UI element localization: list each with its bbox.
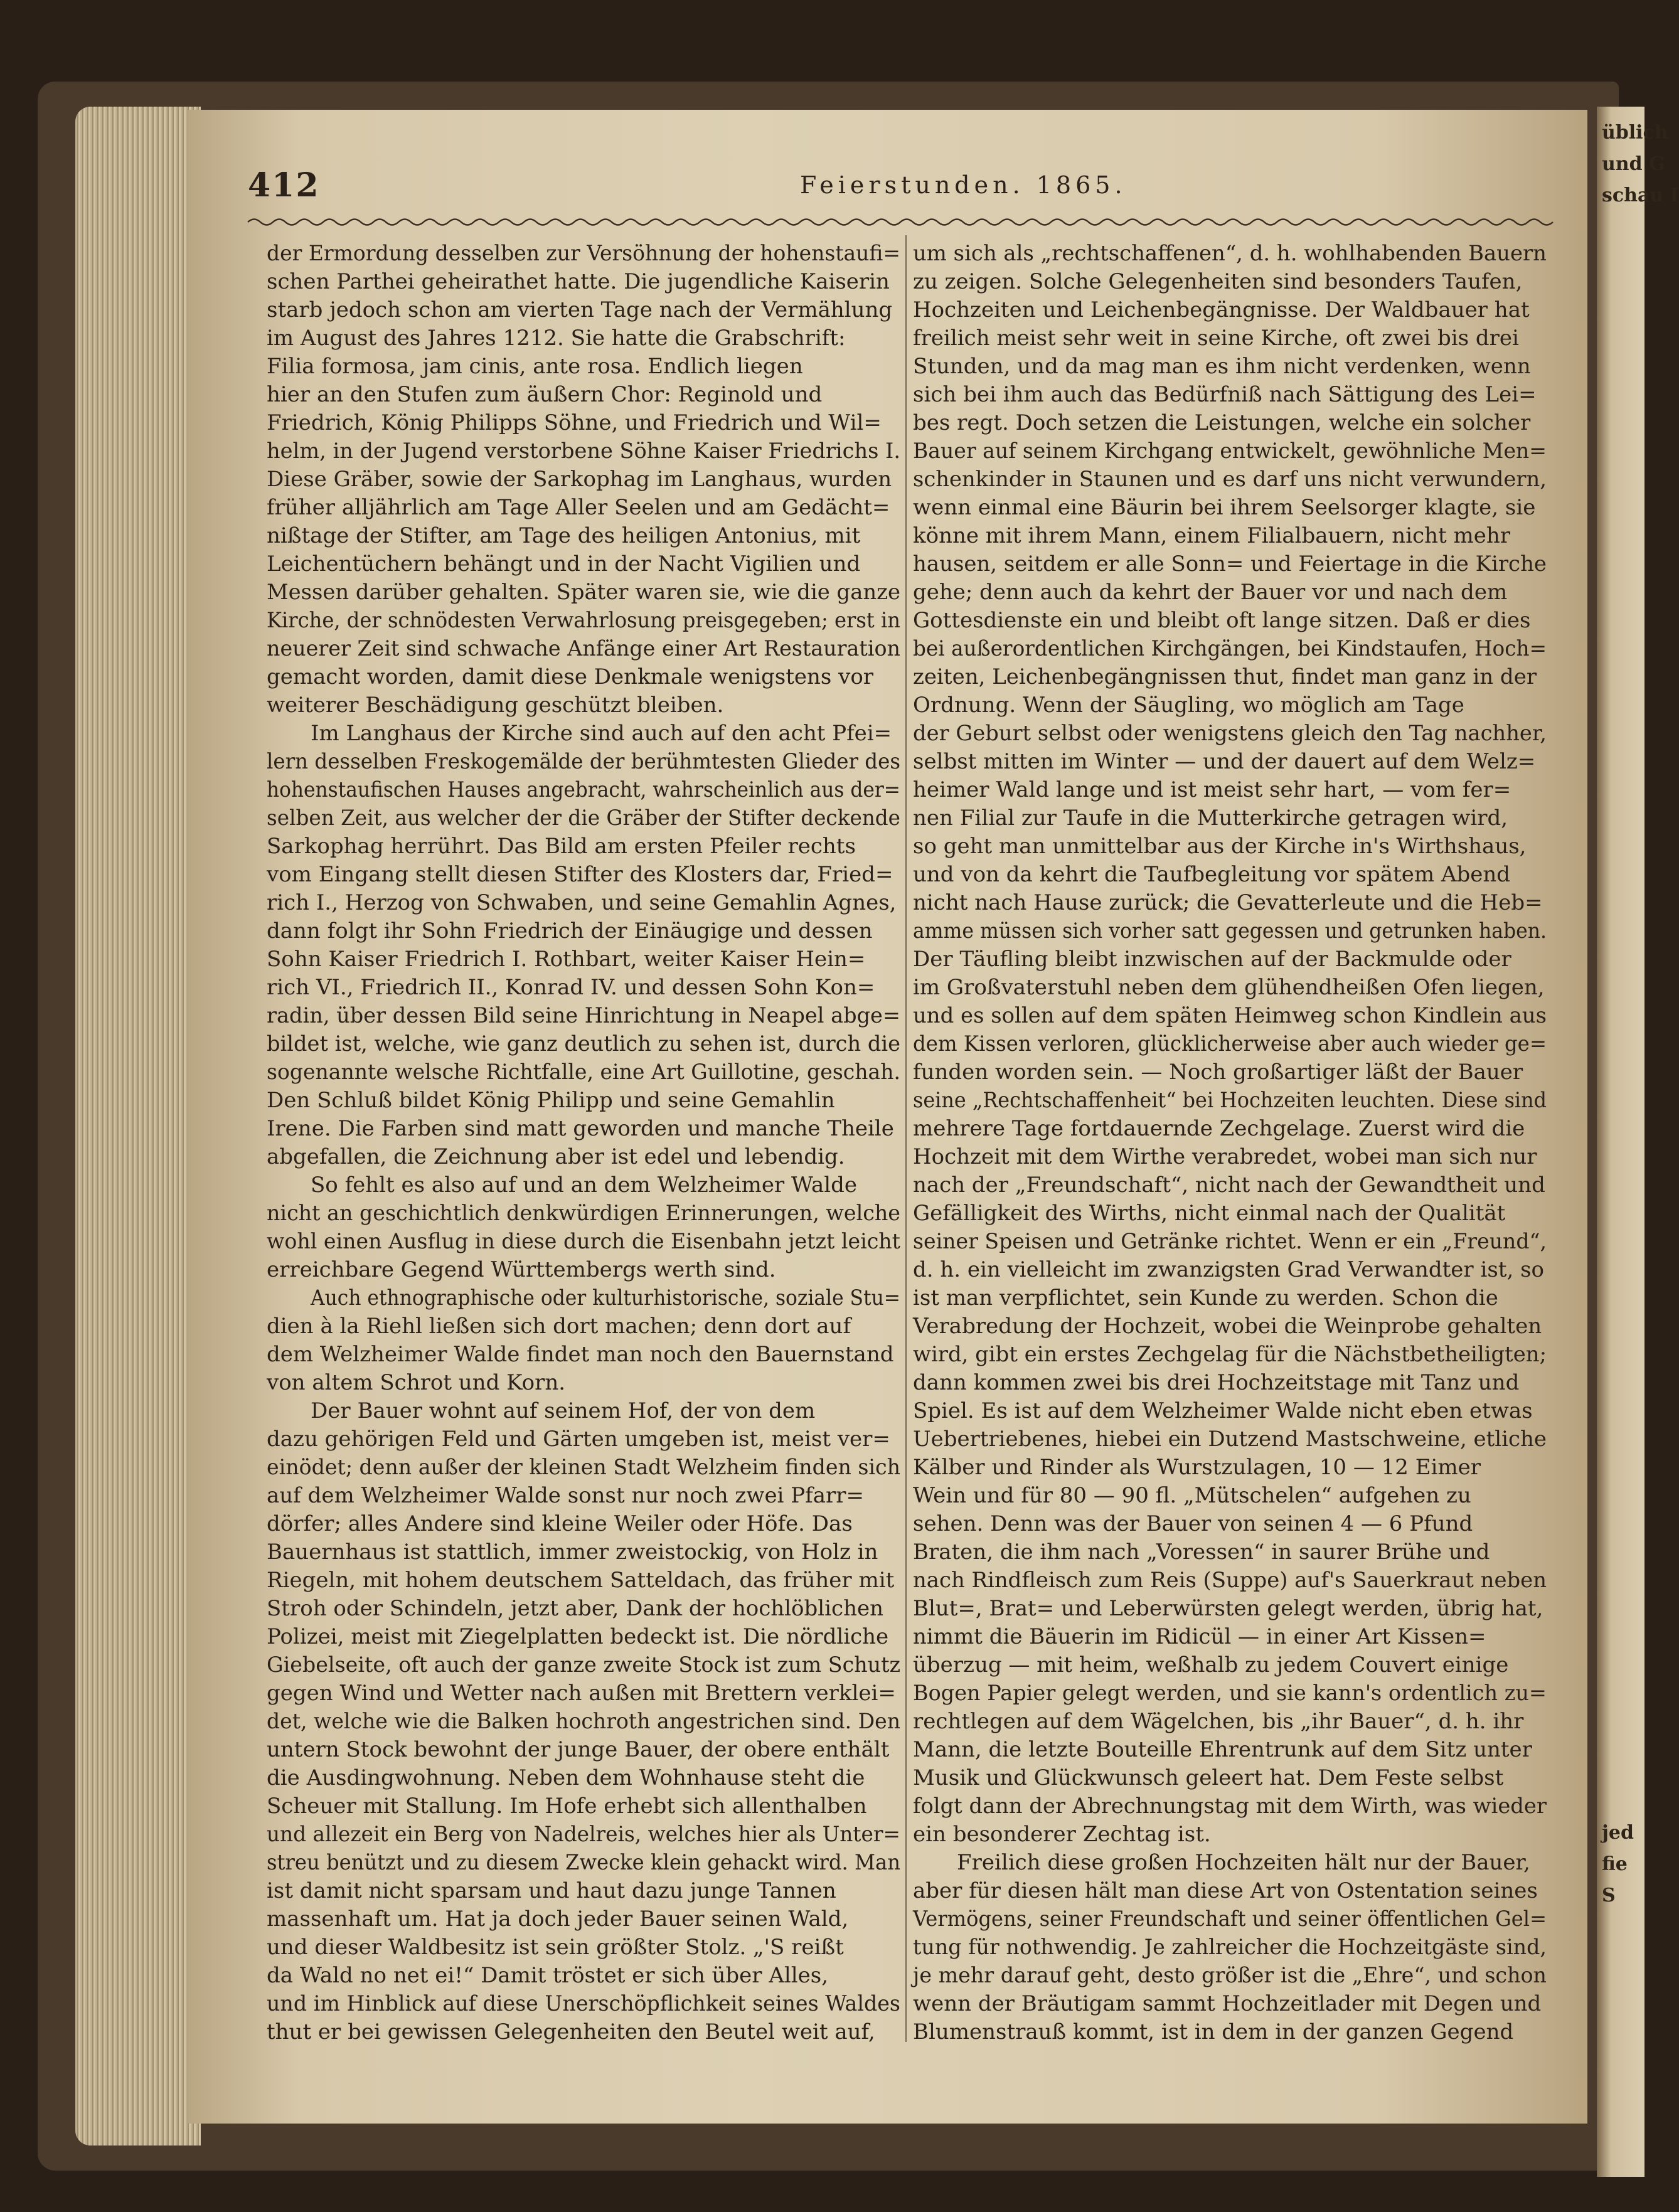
- right-column-line: hausen, seitdem er alle Sonn= und Feiertage in die Kirche: [913, 551, 1547, 577]
- left-column-line: abgefallen, die Zeichnung aber ist edel und lebendig.: [267, 1144, 845, 1169]
- left-column-line: wohl einen Ausflug in diese durch die Eisenbahn jetzt leicht: [267, 1229, 900, 1254]
- left-column-line: auf dem Welzheimer Walde sonst nur noch zwei Pfarr=: [267, 1483, 864, 1508]
- right-column-line: dem Kissen verloren, glücklicherweise aber auch wieder ge=: [913, 1031, 1547, 1056]
- left-column-line: dazu gehörigen Feld und Gärten umgeben ist, meist ver=: [267, 1427, 890, 1452]
- right-column-line: folgt dann der Abrechnungstag mit dem Wirth, was wieder: [913, 1794, 1547, 1819]
- right-column-line: Blumenstrauß kommt, ist in dem in der ganzen Gegend: [913, 2019, 1514, 2045]
- left-text-column: [267, 240, 900, 2046]
- left-column-line: Friedrich, König Philipps Söhne, und Friedrich und Wil=: [267, 410, 882, 435]
- right-column-line: zu zeigen. Solche Gelegenheiten sind besonders Taufen,: [913, 269, 1523, 294]
- right-column-line: d. h. ein vielleicht im zwanzigsten Grad Verwandter ist, so: [913, 1257, 1545, 1282]
- page-number: 412: [248, 166, 320, 205]
- running-title: Feierstunden. 1865.: [800, 171, 1127, 199]
- right-column-line: Hochzeiten und Leichenbegängnisse. Der Waldbauer hat: [913, 297, 1530, 322]
- left-column-line: erreichbare Gegend Württembergs werth sind.: [267, 1257, 776, 1282]
- right-column-line: Gottesdienste ein und bleibt oft lange sitzen. Daß er dies: [913, 608, 1531, 633]
- left-column-line: hohenstaufischen Hauses angebracht, wahrscheinlich aus der=: [267, 777, 900, 802]
- left-column-line: det, welche wie die Balken hochroth angestrichen sind. Den: [267, 1709, 900, 1734]
- left-column-line: Der Bauer wohnt auf seinem Hof, der von dem: [311, 1398, 816, 1423]
- right-text-column: [913, 240, 1547, 2046]
- left-column-line: dörfer; alles Andere sind kleine Weiler oder Höfe. Das: [267, 1511, 853, 1536]
- right-column-line: Musik und Glückwunsch geleert hat. Dem Feste selbst: [913, 1765, 1504, 1790]
- right-column-line: zeiten, Leichenbegängnissen thut, findet man ganz in der: [913, 664, 1537, 689]
- right-column-line: tung für nothwendig. Je zahlreicher die Hochzeitgäste sind,: [913, 1935, 1547, 1960]
- right-column-line: Bauer auf seinem Kirchgang entwickelt, gewöhnliche Men=: [913, 439, 1547, 464]
- right-page-snippet: fie: [1602, 1853, 1628, 1875]
- wavy-rule: [248, 216, 1553, 228]
- right-column-line: im Großvaterstuhl neben dem glühendheißen Ofen liegen,: [913, 975, 1545, 1000]
- left-column-line: Kirche, der schnödesten Verwahrlosung preisgegeben; erst in: [267, 608, 900, 633]
- right-column-line: der Geburt selbst oder wenigstens gleich den Tag nachher,: [913, 721, 1547, 746]
- right-page-snippet: S: [1602, 1885, 1616, 1906]
- right-column-line: amme müssen sich vorher satt gegessen und getrunken haben.: [913, 918, 1547, 944]
- right-column-line: Uebertriebenes, hiebei ein Dutzend Mastschweine, etliche: [913, 1427, 1547, 1452]
- column-divider: [905, 235, 907, 2042]
- right-column-line: Mann, die letzte Bouteille Ehrentrunk auf dem Sitz unter: [913, 1737, 1532, 1762]
- right-column-line: wird, gibt ein erstes Zechgelag für die Nächstbetheiligten;: [913, 1342, 1547, 1367]
- left-column-line: So fehlt es also auf und an dem Welzheimer Walde: [311, 1172, 858, 1198]
- right-column-line: nen Filial zur Taufe in die Mutterkirche getragen wird,: [913, 806, 1508, 831]
- right-column-line: und es sollen auf dem späten Heimweg schon Kindlein aus: [913, 1003, 1547, 1028]
- right-column-line: Der Täufling bleibt inzwischen auf der Backmulde oder: [913, 947, 1511, 972]
- right-column-line: sich bei ihm auch das Bedürfniß nach Sättigung des Lei=: [913, 382, 1537, 407]
- right-column-line: heimer Wald lange und ist meist sehr hart, — vom fer=: [913, 777, 1511, 802]
- right-column-line: aber für diesen hält man diese Art von Ostentation seines: [913, 1878, 1538, 1903]
- right-column-line: ein besonderer Zechtag ist.: [913, 1822, 1211, 1847]
- left-column-line: vom Eingang stellt diesen Stifter des Klosters dar, Fried=: [267, 862, 893, 887]
- right-column-line: mehrere Tage fortdauernde Zechgelage. Zuerst wird die: [913, 1116, 1525, 1141]
- right-page-snippet: üblich: [1602, 122, 1668, 144]
- left-column-line: dem Welzheimer Walde findet man noch den Bauernstand: [267, 1342, 894, 1367]
- right-column-line: gehe; denn auch da kehrt der Bauer vor und nach dem: [913, 580, 1508, 605]
- right-column-line: bes regt. Doch setzen die Leistungen, welche ein solcher: [913, 410, 1531, 435]
- left-column-line: der Ermordung desselben zur Versöhnung der hohenstaufi=: [267, 241, 900, 266]
- left-column-line: dann folgt ihr Sohn Friedrich der Einäugige und dessen: [267, 918, 873, 944]
- left-column-line: Messen darüber gehalten. Später waren sie, wie die ganze: [267, 580, 900, 605]
- left-column-line: und allezeit ein Berg von Nadelreis, welches hier als Unter=: [267, 1822, 900, 1847]
- left-column-line: Leichentüchern behängt und in der Nacht Vigilien und: [267, 551, 861, 577]
- left-column-line: gemacht worden, damit diese Denkmale wenigstens vor: [267, 664, 874, 689]
- right-column-line: nach Rindfleisch zum Reis (Suppe) auf's Sauerkraut neben: [913, 1568, 1547, 1593]
- left-column-line: thut er bei gewissen Gelegenheiten den Beutel weit auf,: [267, 2019, 875, 2045]
- right-column-line: nicht nach Hause zurück; die Gevatterleute und die Heb=: [913, 890, 1543, 915]
- left-column-line: Stroh oder Schindeln, jetzt aber, Dank der hochlöblichen: [267, 1596, 883, 1621]
- right-column-line: schenkinder in Staunen und es darf uns nicht verwundern,: [913, 467, 1547, 492]
- right-column-line: Vermögens, seiner Freundschaft und seiner öffentlichen Gel=: [913, 1906, 1547, 1932]
- right-column-line: und von da kehrt die Taufbegleitung vor spätem Abend: [913, 862, 1510, 887]
- left-column-line: untern Stock bewohnt der junge Bauer, der obere enthält: [267, 1737, 890, 1762]
- right-column-line: Wein und für 80 — 90 fl. „Mütschelen“ aufgehen zu: [913, 1483, 1471, 1508]
- right-column-line: Blut=, Brat= und Leberwürsten gelegt werden, übrig hat,: [913, 1596, 1543, 1621]
- left-column-line: weiterer Beschädigung geschützt bleiben.: [267, 693, 724, 718]
- right-column-line: Verabredung der Hochzeit, wobei die Weinprobe gehalten: [913, 1314, 1542, 1339]
- right-page-snippet: jed: [1602, 1822, 1634, 1844]
- right-column-line: wenn der Bräutigam sammt Hochzeitlader mit Degen und: [913, 1991, 1542, 2016]
- left-column-line: rich VI., Friedrich II., Konrad IV. und dessen Sohn Kon=: [267, 975, 875, 1000]
- right-column-line: dann kommen zwei bis drei Hochzeitstage mit Tanz und: [913, 1370, 1520, 1395]
- right-column-line: Ordnung. Wenn der Säugling, wo möglich am Tage: [913, 693, 1464, 718]
- left-column-line: nißtage der Stifter, am Tage des heiligen Antonius, mit: [267, 523, 861, 548]
- right-column-line: selbst mitten im Winter — und der dauert auf dem Welz=: [913, 749, 1536, 774]
- page-header: [248, 166, 1553, 210]
- left-column-line: Diese Gräber, sowie der Sarkophag im Langhaus, wurden: [267, 467, 892, 492]
- right-column-line: sehen. Denn was der Bauer von seinen 4 — 6 Pfund: [913, 1511, 1473, 1536]
- right-column-line: Braten, die ihm nach „Voressen“ in saurer Brühe und: [913, 1539, 1490, 1565]
- right-page-snippet: schau I: [1602, 184, 1679, 206]
- left-column-line: helm, in der Jugend verstorbene Söhne Kaiser Friedrichs I.: [267, 439, 900, 464]
- right-column-line: ist man verpflichtet, sein Kunde zu werden. Schon die: [913, 1285, 1498, 1311]
- left-column-line: dien à la Riehl ließen sich dort machen; denn dort auf: [267, 1314, 851, 1339]
- left-column-line: einödet; denn außer der kleinen Stadt Welzheim finden sich: [267, 1455, 900, 1480]
- left-column-line: die Ausdingwohnung. Neben dem Wohnhause steht die: [267, 1765, 865, 1790]
- left-column-line: da Wald no net ei!“ Damit tröstet er sich über Alles,: [267, 1963, 829, 1988]
- right-page-edge: [1597, 107, 1679, 2177]
- left-column-line: bildet ist, welche, wie ganz deutlich zu sehen ist, durch die: [267, 1031, 900, 1056]
- left-column-line: Sohn Kaiser Friedrich I. Rothbart, weiter Kaiser Hein=: [267, 947, 866, 972]
- left-column-line: streu benützt und zu diesem Zwecke klein gehackt wird. Man: [267, 1850, 900, 1875]
- left-column-line: Scheuer mit Stallung. Im Hofe erhebt sich allenthalben: [267, 1794, 867, 1819]
- left-column-line: lern desselben Freskogemälde der berühmtesten Glieder des: [267, 749, 900, 774]
- right-column-line: Spiel. Es ist auf dem Welzheimer Walde nicht eben etwas: [913, 1398, 1533, 1423]
- left-column-line: selben Zeit, aus welcher der die Gräber der Stifter deckende: [267, 806, 900, 831]
- right-column-line: nach der „Freundschaft“, nicht nach der Gewandtheit und: [913, 1172, 1545, 1198]
- right-column-line: überzug — mit heim, weßhalb zu jedem Couvert einige: [913, 1652, 1509, 1678]
- left-column-line: Polizei, meist mit Ziegelplatten bedeckt ist. Die nördliche: [267, 1624, 889, 1649]
- right-page-snippet: und G: [1602, 153, 1665, 175]
- right-column-line: Gefälligkeit des Wirths, nicht einmal nach der Qualität: [913, 1201, 1506, 1226]
- left-column-line: und dieser Waldbesitz ist sein größter Stolz. „'S reißt: [267, 1935, 844, 1960]
- right-column-line: funden worden sein. — Noch großartiger läßt der Bauer: [913, 1060, 1523, 1085]
- right-column-line: wenn einmal eine Bäurin bei ihrem Seelsorger klagte, sie: [913, 495, 1536, 520]
- left-column-line: hier an den Stufen zum äußern Chor: Reginold und: [267, 382, 823, 407]
- right-column-line: Stunden, und da mag man es ihm nicht verdenken, wenn: [913, 354, 1531, 379]
- left-column-line: Giebelseite, oft auch der ganze zweite Stock ist zum Schutz: [267, 1652, 900, 1678]
- right-column-line: könne mit ihrem Mann, einem Filialbauern, nicht mehr: [913, 523, 1510, 548]
- left-column-line: neuerer Zeit sind schwache Anfänge einer Art Restauration: [267, 636, 900, 661]
- left-column-line: radin, über dessen Bild seine Hinrichtung in Neapel abge=: [267, 1003, 900, 1028]
- left-column-line: Filia formosa, jam cinis, ante rosa. Endlich liegen: [267, 354, 803, 379]
- right-column-line: Kälber und Rinder als Wurstzulagen, 10 — 12 Eimer: [913, 1455, 1481, 1480]
- right-column-line: freilich meist sehr weit in seine Kirche, oft zwei bis drei: [913, 326, 1519, 351]
- right-column-line: bei außerordentlichen Kirchgängen, bei Kindstaufen, Hoch=: [913, 636, 1547, 661]
- right-column-line: um sich als „rechtschaffenen“, d. h. wohlhabenden Bauern: [913, 241, 1547, 266]
- right-column-line: seine „Rechtschaffenheit“ bei Hochzeiten leuchten. Diese sind: [913, 1088, 1547, 1113]
- left-column-line: sogenannte welsche Richtfalle, eine Art Guillotine, geschah.: [267, 1060, 900, 1085]
- right-column-line: rechtlegen auf dem Wägelchen, bis „ihr Bauer“, d. h. ihr: [913, 1709, 1524, 1734]
- right-column-line: Freilich diese großen Hochzeiten hält nur der Bauer,: [957, 1850, 1530, 1875]
- left-column-line: Den Schluß bildet König Philipp und seine Gemahlin: [267, 1088, 835, 1113]
- left-column-line: Auch ethnographische oder kulturhistorische, soziale Stu=: [311, 1285, 900, 1311]
- right-column-line: nimmt die Bäuerin im Ridicül — in einer Art Kissen=: [913, 1624, 1486, 1649]
- page-edges: [75, 107, 201, 2146]
- right-column-line: Bogen Papier gelegt werden, und sie kann's ordentlich zu=: [913, 1681, 1547, 1706]
- right-column-line: seiner Speisen und Getränke richtet. Wenn er ein „Freund“,: [913, 1229, 1547, 1254]
- left-column-line: ist damit nicht sparsam und haut dazu junge Tannen: [267, 1878, 836, 1903]
- left-column-line: Irene. Die Farben sind matt geworden und manche Theile: [267, 1116, 894, 1141]
- left-column-line: Im Langhaus der Kirche sind auch auf den acht Pfei=: [311, 721, 892, 746]
- left-column-line: massenhaft um. Hat ja doch jeder Bauer seinen Wald,: [267, 1906, 849, 1932]
- left-column-line: schen Parthei geheirathet hatte. Die jugendliche Kaiserin: [267, 269, 890, 294]
- right-column-line: je mehr darauf geht, desto größer ist die „Ehre“, und schon: [913, 1963, 1547, 1988]
- left-column-line: im August des Jahres 1212. Sie hatte die Grabschrift:: [267, 326, 846, 351]
- right-column-line: Hochzeit mit dem Wirthe verabredet, wobei man sich nur: [913, 1144, 1537, 1169]
- left-column-line: starb jedoch schon am vierten Tage nach der Vermählung: [267, 297, 893, 322]
- left-column-line: Sarkophag herrührt. Das Bild am ersten Pfeiler rechts: [267, 834, 856, 859]
- left-column-line: gegen Wind und Wetter nach außen mit Brettern verklei=: [267, 1681, 896, 1706]
- left-column-line: früher alljährlich am Tage Aller Seelen und am Gedächt=: [267, 495, 890, 520]
- left-column-line: Bauernhaus ist stattlich, immer zweistockig, von Holz in: [267, 1539, 878, 1565]
- left-column-line: von altem Schrot und Korn.: [267, 1370, 566, 1395]
- left-column-line: Riegeln, mit hohem deutschem Satteldach, das früher mit: [267, 1568, 895, 1593]
- left-column-line: und im Hinblick auf diese Unerschöpflichkeit seines Waldes: [267, 1991, 900, 2016]
- left-column-line: nicht an geschichtlich denkwürdigen Erinnerungen, welche: [267, 1201, 900, 1226]
- right-column-line: so geht man unmittelbar aus der Kirche in's Wirthshaus,: [913, 834, 1527, 859]
- left-column-line: rich I., Herzog von Schwaben, und seine Gemahlin Agnes,: [267, 890, 897, 915]
